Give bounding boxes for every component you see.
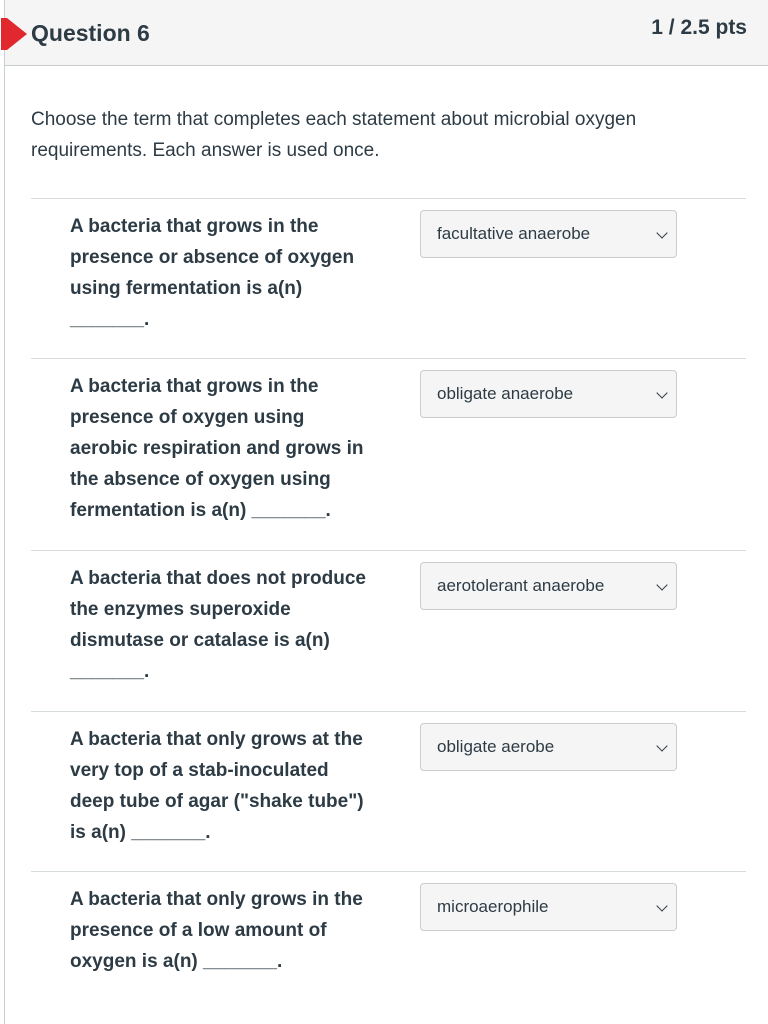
- answer-select[interactable]: [420, 883, 677, 931]
- chevron-down-icon: [656, 900, 667, 911]
- statement-text: A bacteria that only grows in the presence of a low amount of oxygen is a(n) _______.: [70, 889, 363, 972]
- selected-value: facultative anaerobe: [437, 224, 591, 243]
- matching-row: [31, 550, 746, 711]
- matching-row: [31, 358, 746, 550]
- matching-row: [31, 198, 746, 358]
- chevron-down-icon: [656, 740, 667, 751]
- question-frame: [4, 0, 768, 1024]
- incorrect-marker-arrow-icon: [7, 18, 27, 50]
- answer-select[interactable]: [420, 210, 677, 258]
- selected-value: obligate anaerobe: [437, 384, 574, 403]
- chevron-down-icon: [656, 387, 667, 398]
- chevron-down-icon: [656, 579, 667, 590]
- statement-text: A bacteria that does not produce the enzymes superoxide dismutase or catalase is a(n) _______.: [70, 568, 366, 682]
- question-header: [5, 0, 768, 66]
- statement-text: A bacteria that only grows at the very top of a stab-inoculated deep tube of agar ("shake tube") is a(n) _______.: [70, 729, 364, 843]
- statement-text: A bacteria that grows in the presence or absence of oxygen using fermentation is a(n) _______.: [70, 216, 355, 330]
- selected-value: obligate aerobe: [437, 737, 555, 756]
- selected-value: microaerophile: [437, 897, 549, 916]
- question-title: Question 6: [31, 20, 150, 46]
- matching-rows: [31, 198, 746, 1021]
- matching-row: [31, 871, 746, 1021]
- question-prompt: Choose the term that completes each statement about microbial oxygen requirements. Each answer is used once.: [31, 109, 637, 161]
- question-points: 1 / 2.5 pts: [651, 16, 747, 39]
- selected-value: aerotolerant anaerobe: [437, 576, 605, 595]
- statement-text: A bacteria that grows in the presence of oxygen using aerobic respiration and grows in the absence of oxygen using fermentation is a(n) _______.: [70, 376, 364, 521]
- answer-select[interactable]: [420, 370, 677, 418]
- chevron-down-icon: [656, 227, 667, 238]
- answer-select[interactable]: [420, 723, 677, 771]
- matching-row: [31, 711, 746, 871]
- answer-select[interactable]: [420, 562, 677, 610]
